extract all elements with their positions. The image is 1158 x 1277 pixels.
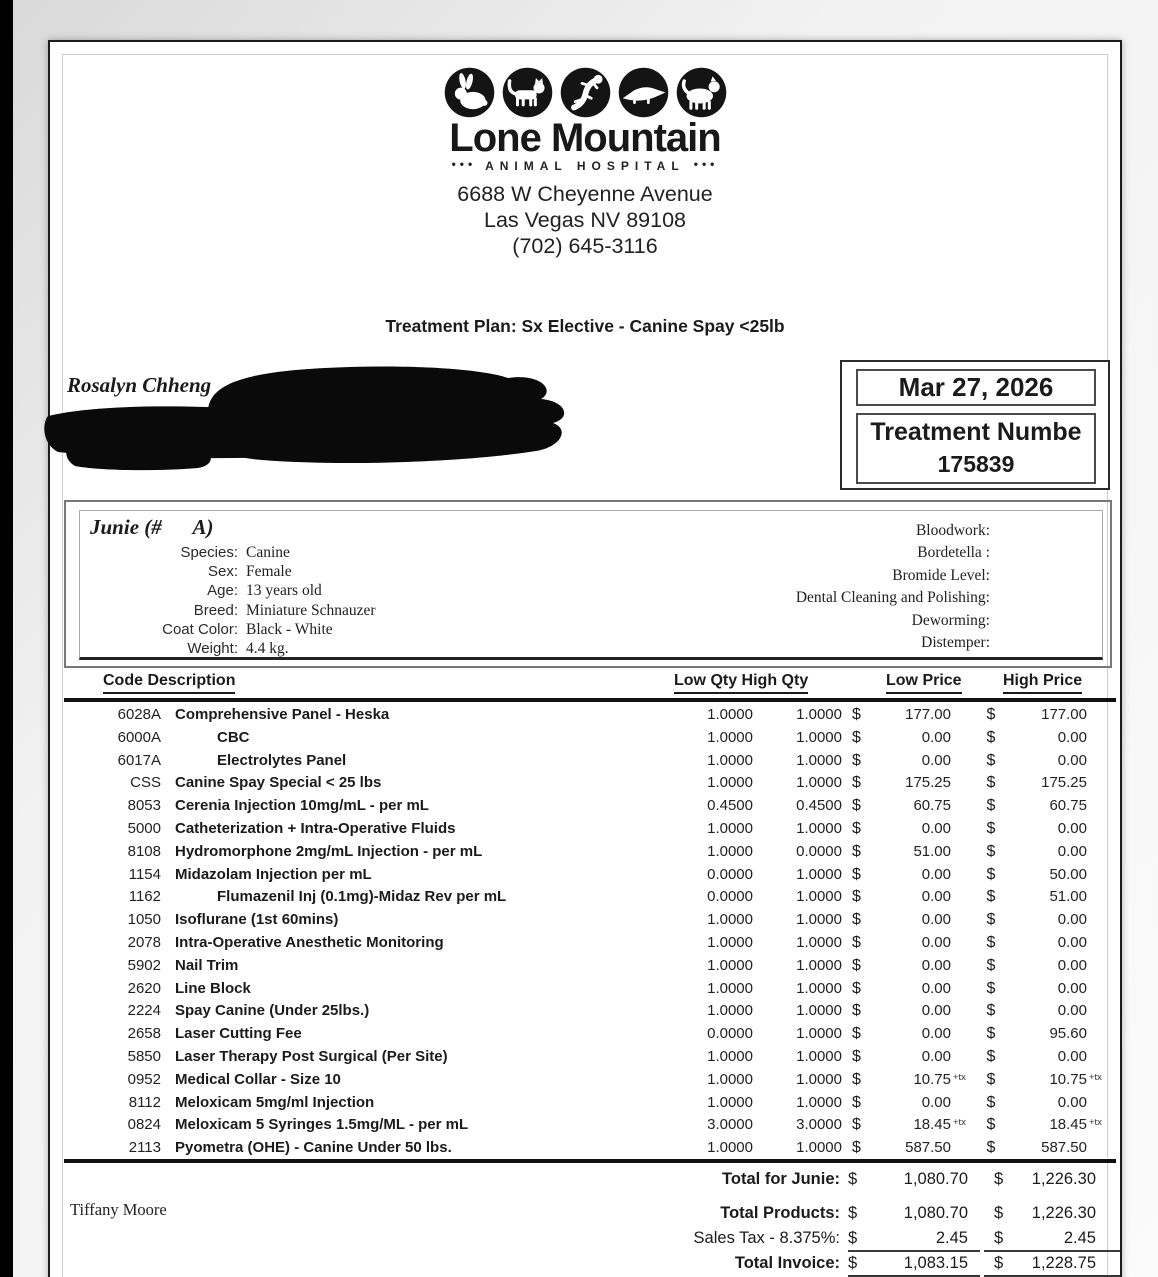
- row-low-price: 0.00: [921, 819, 951, 837]
- patient-detail-value: Black - White: [246, 620, 333, 638]
- patient-detail-row: [80, 640, 376, 659]
- row-code: 8112: [128, 1093, 161, 1111]
- row-code: 1050: [127, 911, 161, 929]
- row-high-qty: 1.0000: [796, 1002, 842, 1020]
- row-high-qty: 1.0000: [796, 979, 842, 997]
- table-row: [50, 909, 1120, 932]
- row-high-price: 50.00: [1049, 865, 1087, 883]
- table-row: [50, 955, 1120, 978]
- table-row: [50, 1000, 1120, 1023]
- stamp-box: [840, 360, 1110, 490]
- header-high-price: High Price: [1003, 672, 1082, 694]
- treatment-number-box: [856, 413, 1096, 484]
- row-high-price: 0.00: [1057, 979, 1087, 997]
- table-bottom-rule: [64, 1158, 1116, 1163]
- row-high-tax-marker: +tx: [1089, 1117, 1102, 1129]
- row-high-price: 51.00: [1049, 888, 1087, 906]
- row-low-qty: 1.0000: [707, 751, 753, 769]
- row-high-qty: 1.0000: [796, 888, 842, 906]
- patient-checklist-item: Bordetella :: [917, 544, 990, 562]
- row-code: 2078: [127, 933, 161, 951]
- row-low-currency: $: [852, 774, 861, 792]
- row-high-price: 175.25: [1041, 774, 1087, 792]
- row-code: 8053: [127, 797, 161, 815]
- row-low-qty: 1.0000: [707, 842, 753, 860]
- header-qty-group: Low Qty High Qty: [674, 672, 808, 694]
- alligator-icon: [617, 66, 670, 119]
- row-high-qty: 1.0000: [796, 751, 842, 769]
- table-row: [50, 886, 1120, 909]
- row-low-qty: 1.0000: [707, 706, 753, 723]
- row-low-qty: 0.4500: [707, 797, 753, 815]
- row-high-qty: 1.0000: [753, 1137, 842, 1162]
- row-description: Midazolam Injection per mL: [175, 865, 372, 883]
- row-high-qty: 1.0000: [796, 956, 842, 974]
- row-description: Spay Canine (Under 25lbs.): [175, 1002, 370, 1020]
- row-low-currency: $: [852, 911, 861, 929]
- totals-low-amount: [848, 1168, 980, 1191]
- row-high-qty: 1.0000: [796, 933, 842, 951]
- row-high-price: 0.00: [1057, 751, 1087, 769]
- row-high-price: 177.00: [1041, 706, 1087, 723]
- row-low-price: 0.00: [921, 865, 951, 883]
- row-description: Medical Collar - Size 10: [175, 1070, 341, 1088]
- row-low-qty: 1.0000: [707, 933, 753, 951]
- row-low-qty: 0.0000: [707, 865, 753, 883]
- row-high-currency: $: [986, 819, 996, 837]
- row-low-qty: 1.0000: [707, 819, 753, 837]
- amount-value: 1,080.70: [903, 1204, 968, 1222]
- redaction-scribble: [40, 360, 610, 480]
- row-high-currency: $: [986, 911, 996, 929]
- row-high-qty: 1.0000: [796, 1070, 842, 1088]
- row-high-qty: 3.0000: [796, 1116, 842, 1134]
- row-low-price: 0.00: [921, 888, 951, 906]
- rabbit-icon: [443, 66, 496, 119]
- patient-detail-label: Species:: [180, 544, 238, 561]
- patient-detail-label: Coat Color:: [162, 620, 238, 638]
- row-code: 5000: [127, 819, 161, 837]
- row-description: Comprehensive Panel - Heska: [175, 706, 390, 723]
- patient-detail-label: Breed:: [193, 601, 238, 619]
- row-high-currency: $: [986, 797, 996, 815]
- patient-detail-row: [80, 563, 376, 582]
- patient-checklist: [796, 520, 990, 654]
- row-high-currency: $: [986, 979, 996, 997]
- row-high-qty: 1.0000: [796, 1093, 842, 1111]
- header-code-description: Code Description: [103, 672, 235, 694]
- patient-detail-value: Female: [246, 563, 292, 581]
- row-low-currency: $: [852, 1002, 861, 1020]
- header-low-price: Low Price: [886, 672, 962, 694]
- row-high-currency: $: [986, 888, 996, 906]
- row-high-currency: $: [986, 1002, 996, 1020]
- patient-details: [80, 544, 376, 659]
- amount-value: 1,228.75: [1031, 1254, 1096, 1272]
- row-high-currency: $: [986, 1047, 996, 1065]
- row-high-currency: $: [986, 1070, 996, 1088]
- row-low-price: 10.75: [913, 1070, 951, 1088]
- patient-detail-value: 13 years old: [246, 582, 322, 600]
- row-low-qty: 1.0000: [707, 1002, 753, 1020]
- patient-checklist-item: Bloodwork:: [915, 522, 990, 539]
- totals-row: [50, 1227, 1120, 1252]
- row-high-qty: 1.0000: [796, 728, 842, 746]
- row-low-price: 0.00: [921, 1025, 951, 1043]
- row-high-currency: $: [986, 1116, 996, 1134]
- row-high-qty: 1.0000: [796, 1025, 842, 1043]
- table-header-rule: [64, 698, 1116, 702]
- row-low-price: 51.00: [913, 842, 951, 860]
- row-low-price: 0.00: [921, 1002, 951, 1020]
- row-description: Catheterization + Intra-Operative Fluids: [175, 819, 456, 837]
- table-row: [50, 864, 1120, 887]
- row-low-qty: 0.0000: [707, 888, 753, 906]
- table-row: [50, 1023, 1120, 1046]
- amount-value: 1,080.70: [903, 1170, 968, 1188]
- row-low-price: 60.75: [913, 797, 951, 815]
- currency-symbol: $: [848, 1170, 858, 1188]
- row-code: 2620: [127, 979, 161, 997]
- row-code: 8108: [127, 842, 161, 860]
- row-low-currency: $: [852, 1093, 861, 1111]
- treatment-number-label: Treatment Numbe: [870, 418, 1082, 446]
- row-high-currency: $: [986, 774, 996, 792]
- row-high-qty: 0.0000: [796, 842, 842, 860]
- amount-value: 1,226.30: [1031, 1170, 1096, 1188]
- row-description: Hydromorphone 2mg/mL Injection - per mL: [175, 842, 483, 860]
- row-low-qty: 1.0000: [707, 1070, 753, 1088]
- table-row: [50, 1114, 1120, 1137]
- row-low-qty: 1.0000: [707, 774, 753, 792]
- row-high-currency: $: [986, 865, 996, 883]
- row-high-currency: $: [986, 1025, 996, 1043]
- row-high-currency: $: [986, 706, 996, 723]
- row-low-tax-marker: +tx: [953, 1117, 966, 1129]
- staff-name: Tiffany Moore: [70, 1200, 167, 1219]
- patient-detail-label: Age:: [207, 582, 238, 600]
- table-row: [50, 841, 1120, 864]
- date-box: [856, 369, 1096, 406]
- patient-detail-value: 4.4 kg.: [246, 639, 289, 657]
- row-description: Cerenia Injection 10mg/mL - per mL: [175, 797, 429, 815]
- row-low-price: 18.45: [913, 1116, 951, 1134]
- row-low-currency: $: [852, 706, 861, 723]
- currency-symbol: $: [848, 1204, 858, 1222]
- patient-checklist-item: Deworming:: [911, 611, 990, 629]
- row-high-price: 0.00: [1057, 1093, 1087, 1111]
- row-high-price: 95.60: [1049, 1025, 1087, 1043]
- table-row: [50, 1092, 1120, 1115]
- clinic-tagline: [50, 159, 1120, 173]
- row-high-qty: 1.0000: [796, 911, 842, 929]
- row-description: Meloxicam 5mg/ml Injection: [175, 1093, 375, 1111]
- row-description: Line Block: [175, 979, 251, 997]
- row-low-price: 0.00: [921, 933, 951, 951]
- table-header: [50, 672, 1120, 700]
- row-low-currency: $: [852, 933, 861, 951]
- row-high-price: 10.75: [1049, 1070, 1087, 1088]
- table-row: [50, 1046, 1120, 1069]
- row-description: CBC: [217, 728, 250, 746]
- row-code: 2658: [127, 1025, 161, 1043]
- amount-value: 1,226.30: [1031, 1204, 1096, 1222]
- row-high-price: 18.45: [1049, 1116, 1087, 1134]
- totals-label: Sales Tax - 8.375%:: [693, 1229, 840, 1247]
- row-low-price: 0.00: [921, 979, 951, 997]
- table-row: [50, 795, 1120, 818]
- table-row: [50, 1137, 1120, 1160]
- totals-label: Total Invoice:: [734, 1254, 840, 1272]
- row-low-qty: 1.0000: [707, 979, 753, 997]
- patient-detail-label: Weight:: [187, 639, 238, 657]
- table-row: [50, 818, 1120, 841]
- currency-symbol: $: [994, 1170, 1004, 1188]
- row-high-price: 0.00: [1057, 728, 1087, 746]
- row-low-currency: $: [852, 979, 861, 997]
- row-high-qty: 0.4500: [796, 797, 842, 815]
- row-low-qty: 3.0000: [707, 1116, 753, 1134]
- row-low-tax-marker: +tx: [953, 1071, 966, 1083]
- row-high-qty: 1.0000: [796, 774, 842, 792]
- row-low-currency: $: [852, 797, 861, 815]
- document-date: Mar 27, 2026: [898, 372, 1054, 402]
- row-low-qty: 1.0000: [707, 1093, 753, 1111]
- table-rows: [50, 704, 1120, 1160]
- row-low-qty: 1.0000: [707, 1047, 753, 1065]
- patient-info-inner: [79, 510, 1103, 660]
- row-high-currency: $: [986, 751, 996, 769]
- totals-low-amount: [848, 1252, 980, 1277]
- row-high-qty: 1.0000: [796, 865, 842, 883]
- table-row: [50, 932, 1120, 955]
- row-high-price: 60.75: [1049, 797, 1087, 815]
- row-low-currency: $: [852, 728, 861, 746]
- row-low-price: 0.00: [921, 911, 951, 929]
- row-high-qty: 1.0000: [796, 1047, 842, 1065]
- row-description: Intra-Operative Anesthetic Monitoring: [175, 933, 444, 951]
- row-low-price: 177.00: [905, 706, 951, 723]
- currency-symbol: $: [994, 1229, 1004, 1247]
- row-low-currency: $: [852, 865, 861, 883]
- row-low-currency: $: [842, 1137, 871, 1162]
- row-low-currency: $: [852, 1047, 861, 1065]
- clinic-address-line2: Las Vegas NV 89108: [483, 208, 686, 232]
- currency-symbol: $: [994, 1254, 1004, 1272]
- clinic-phone: (702) 645-3116: [512, 234, 658, 258]
- table-row: [50, 978, 1120, 1001]
- row-high-currency: $: [986, 956, 996, 974]
- row-low-qty: 1.0000: [653, 1137, 753, 1162]
- row-low-price: 0.00: [921, 751, 951, 769]
- row-code: 1162: [128, 888, 161, 906]
- currency-symbol: $: [848, 1229, 858, 1247]
- row-high-tax-marker: +tx: [1089, 1071, 1102, 1083]
- row-low-qty: 1.0000: [707, 728, 753, 746]
- row-low-price: 0.00: [921, 1047, 951, 1065]
- row-description: Electrolytes Panel: [217, 751, 347, 769]
- row-description: Flumazenil Inj (0.1mg)-Midaz Rev per mL: [217, 888, 507, 906]
- cat-icon: [501, 66, 554, 119]
- table-row: [50, 727, 1120, 750]
- patient-checklist-item: Distemper:: [921, 634, 990, 652]
- row-code: 5850: [127, 1047, 161, 1065]
- row-code: 1154: [128, 865, 161, 883]
- row-high-price: 0.00: [1057, 1047, 1087, 1065]
- row-low-currency: $: [852, 1070, 861, 1088]
- row-high-currency: $: [977, 1137, 1005, 1162]
- amount-value: 2.45: [935, 1229, 968, 1247]
- totals-high-amount: [984, 1227, 1120, 1252]
- row-code: 6028A: [117, 706, 161, 723]
- amount-value: 1,083.15: [903, 1254, 968, 1272]
- totals-label: Total Products:: [720, 1204, 840, 1222]
- row-code: 2224: [127, 1002, 161, 1020]
- row-low-currency: $: [852, 1116, 861, 1134]
- treatment-plan-document: [48, 40, 1122, 1277]
- row-low-price: 587.50: [871, 1137, 951, 1162]
- row-high-price: 0.00: [1057, 842, 1087, 860]
- row-high-currency: $: [986, 728, 996, 746]
- row-low-currency: $: [852, 819, 861, 837]
- row-low-currency: $: [852, 751, 861, 769]
- totals-high-amount: [984, 1202, 1120, 1225]
- patient-detail-row: [80, 602, 376, 621]
- patient-detail-value: Miniature Schnauzer: [246, 601, 376, 619]
- row-description: Meloxicam 5 Syringes 1.5mg/ML - per mL: [175, 1116, 469, 1134]
- patient-checklist-item: Bromide Level:: [892, 566, 990, 584]
- row-code: 5902: [127, 956, 161, 974]
- row-low-price: 0.00: [921, 728, 951, 746]
- row-low-price: 0.00: [921, 956, 951, 974]
- table-row: [50, 772, 1120, 795]
- totals-row: [50, 1168, 1120, 1193]
- photo-edge-strip: [0, 0, 13, 1277]
- patient-detail-value: Canine: [246, 544, 290, 561]
- totals-section: [50, 1168, 1120, 1277]
- totals-high-amount: [984, 1168, 1120, 1191]
- patient-info-box: [64, 500, 1112, 668]
- patient-detail-row: [80, 621, 376, 640]
- row-high-qty: 1.0000: [796, 706, 842, 723]
- row-code: 2113: [128, 1139, 161, 1157]
- row-code: 0952: [127, 1070, 161, 1088]
- row-high-currency: $: [986, 842, 996, 860]
- row-high-price: 0.00: [1057, 1002, 1087, 1020]
- table-row: [50, 1069, 1120, 1092]
- totals-high-amount: [984, 1252, 1120, 1277]
- patient-detail-row: [80, 582, 376, 601]
- row-high-price: 0.00: [1057, 911, 1087, 929]
- row-high-qty: 1.0000: [796, 819, 842, 837]
- row-code: 0824: [127, 1116, 161, 1134]
- row-low-qty: 0.0000: [707, 1025, 753, 1043]
- totals-low-amount: [848, 1202, 980, 1225]
- tagline-dots-left: •••: [451, 157, 477, 171]
- table-row: [50, 704, 1120, 727]
- row-low-currency: $: [852, 956, 861, 974]
- row-high-price: 0.00: [1057, 819, 1087, 837]
- clinic-address-line1: 6688 W Cheyenne Avenue: [457, 182, 713, 206]
- row-description: Laser Therapy Post Surgical (Per Site): [175, 1047, 448, 1065]
- row-high-price: 0.00: [1057, 933, 1087, 951]
- row-high-currency: $: [986, 1093, 996, 1111]
- row-code: CSS: [130, 774, 161, 792]
- tagline-dots-right: •••: [693, 157, 719, 171]
- totals-row: [50, 1202, 1120, 1227]
- table-row: [50, 750, 1120, 773]
- currency-symbol: $: [994, 1204, 1004, 1222]
- tagline-text: ANIMAL HOSPITAL: [485, 159, 685, 173]
- treatment-plan-title: Treatment Plan: Sx Elective - Canine Spay <25lb: [385, 316, 785, 336]
- row-description: Pyometra (OHE) - Canine Under 50 lbs.: [175, 1139, 452, 1157]
- amount-value: 2.45: [1063, 1229, 1096, 1247]
- clinic-logo: [50, 66, 1120, 119]
- row-high-price: 587.50: [1005, 1137, 1087, 1162]
- clinic-name: Lone Mountain: [449, 116, 721, 160]
- row-low-currency: $: [852, 842, 861, 860]
- row-high-price: 0.00: [1057, 956, 1087, 974]
- row-description: Canine Spay Special < 25 lbs: [175, 774, 382, 792]
- row-code: 6017A: [117, 751, 161, 769]
- row-low-qty: 1.0000: [707, 956, 753, 974]
- client-name: Rosalyn Chheng: [67, 373, 212, 397]
- dog-icon: [675, 66, 728, 119]
- row-description: Nail Trim: [175, 956, 239, 974]
- row-code: 6000A: [117, 728, 161, 746]
- totals-label: Total for Junie:: [722, 1170, 840, 1188]
- gecko-icon: [559, 66, 612, 119]
- row-low-price: 0.00: [921, 1093, 951, 1111]
- totals-row: [50, 1252, 1120, 1277]
- treatment-number-value: 175839: [937, 451, 1015, 477]
- patient-detail-row: [80, 544, 376, 563]
- patient-detail-label: Sex:: [207, 563, 238, 581]
- row-high-currency: $: [986, 933, 996, 951]
- totals-low-amount: [848, 1227, 980, 1252]
- row-low-currency: $: [852, 888, 861, 906]
- row-low-price: 175.25: [905, 774, 951, 792]
- row-low-currency: $: [852, 1025, 861, 1043]
- row-description: Laser Cutting Fee: [175, 1025, 302, 1043]
- patient-checklist-item: Dental Cleaning and Polishing:: [795, 589, 990, 607]
- row-description: Isoflurane (1st 60mins): [175, 911, 339, 929]
- patient-name: Junie (# A): [90, 515, 214, 539]
- row-low-qty: 1.0000: [707, 911, 753, 929]
- currency-symbol: $: [848, 1254, 858, 1272]
